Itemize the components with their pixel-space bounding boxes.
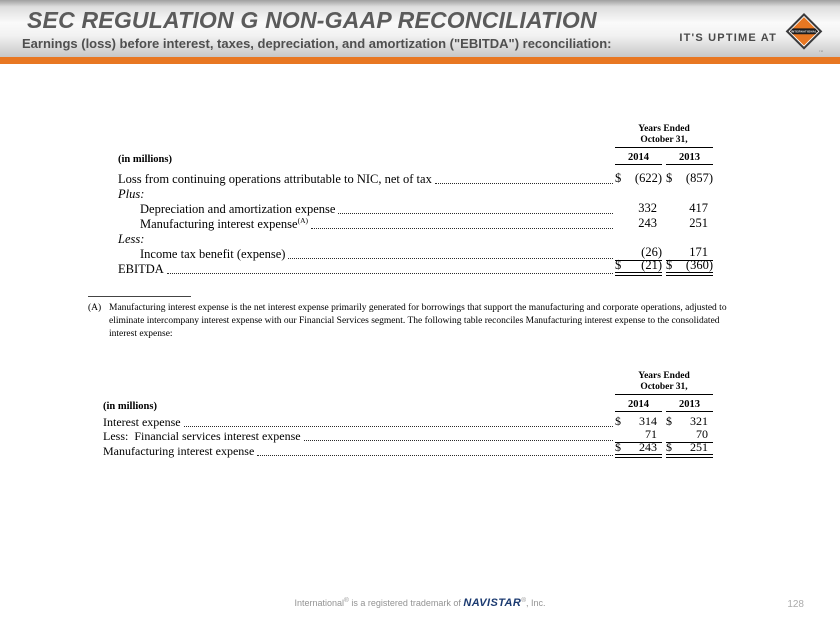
trademark-owner: International (294, 598, 345, 608)
table-row (103, 414, 713, 429)
footnote-marker: (A) (88, 303, 102, 313)
dollar-sign: $ (615, 439, 621, 454)
row-label: Loss from continuing operations attributable to NIC, net of tax (118, 171, 432, 186)
value-cell (615, 172, 662, 186)
value-cell (666, 202, 713, 216)
footnote-text: Manufacturing interest expense is the net interest expense primarily generated for borrowings that support the manufacturing and corporate operations, adjusted to eliminate intercompany interest expense with our Financial Services segment. The following table reconciles Manufacturing interest expense to the consolidated interest expense: (109, 303, 727, 339)
page-subtitle: Earnings (loss) before interest, taxes, depreciation, and amortization ("EBITDA") reconciliation: (22, 36, 612, 51)
year-column-2013: 2013 (666, 399, 713, 412)
value-cell (615, 217, 662, 231)
table-row (118, 231, 713, 246)
dot-leader (288, 258, 613, 259)
value-2014: (622) (634, 170, 662, 185)
logo-trademark-symbol: ™ (819, 48, 824, 54)
dot-leader (257, 455, 613, 456)
value-2014: (26) (641, 244, 662, 259)
table-row-total (118, 257, 713, 276)
trademark-middle: is a registered trademark of (348, 598, 464, 608)
dollar-sign: $ (666, 257, 673, 272)
value-2013: 171 (689, 244, 708, 259)
year-columns-row (103, 395, 713, 412)
value-2014: (21) (641, 257, 662, 272)
table-row (118, 216, 713, 231)
value-cell (666, 259, 713, 276)
row-label: Depreciation and amortization expense (140, 201, 336, 216)
value-2013: (360) (685, 257, 713, 272)
value-2013: 70 (696, 427, 708, 442)
row-label: Manufacturing interest expense$^{(A)}$ (140, 215, 309, 231)
dot-leader (435, 183, 613, 184)
period-header-row (103, 371, 713, 395)
value-cell (666, 172, 713, 186)
footnote-a (88, 302, 743, 341)
value-2013: 417 (689, 200, 708, 215)
dot-leader (184, 426, 613, 427)
value-2013: 251 (689, 215, 708, 230)
logo-wordmark: INTERNATIONAL (790, 29, 818, 34)
page-number: 128 (787, 599, 804, 610)
trademark-line (0, 597, 840, 609)
table-row (118, 171, 713, 186)
table-row (118, 201, 713, 216)
table-row (118, 186, 713, 201)
uptime-tagline: IT'S UPTIME AT (679, 31, 777, 44)
period-header: Years Ended October 31, (615, 371, 713, 395)
table-row-total (103, 439, 713, 458)
registered-mark: ® (344, 597, 349, 604)
dot-leader (167, 273, 613, 274)
dot-leader (311, 228, 613, 229)
year-columns-row (118, 148, 713, 165)
year-column-2014: 2014 (615, 152, 662, 165)
value-2013: 321 (690, 413, 708, 428)
value-2014: 314 (639, 413, 657, 428)
period-header-row (118, 124, 713, 148)
row-label: Manufacturing interest expense (103, 443, 255, 458)
value-cell (666, 217, 713, 231)
value-2013: 251 (690, 439, 708, 454)
row-label: EBITDA (118, 261, 164, 276)
international-diamond-logo-icon (784, 11, 824, 55)
value-cell (615, 202, 662, 216)
dollar-sign: $ (615, 170, 622, 185)
dollar-sign: $ (666, 170, 673, 185)
value-cell (615, 259, 662, 276)
row-label: Interest expense (103, 414, 181, 429)
dollar-sign: $ (666, 413, 672, 428)
unit-label: (in millions) (118, 153, 172, 165)
value-2014: 332 (638, 200, 657, 215)
table-body (118, 171, 713, 276)
value-cell (615, 441, 662, 458)
year-column-2013: 2013 (666, 152, 713, 165)
period-header: Years Ended October 31, (615, 124, 713, 148)
year-column-2014: 2014 (615, 399, 662, 412)
row-label: Less: Financial services interest expense (103, 429, 301, 444)
footnote-reference: (A) (297, 215, 309, 225)
value-cell (666, 441, 713, 458)
row-label: Income tax benefit (expense) (140, 246, 286, 261)
accent-bar (0, 57, 840, 64)
dollar-sign: $ (615, 257, 622, 272)
interest-expense-table (103, 371, 713, 458)
row-label: Plus: (118, 186, 145, 201)
registered-mark: ® (521, 597, 526, 604)
ebitda-reconciliation-table (118, 124, 713, 276)
dot-leader (338, 213, 613, 214)
navistar-wordmark: NAVISTAR (463, 597, 522, 609)
value-2014: 71 (645, 427, 657, 442)
page-title: SEC REGULATION G NON-GAAP RECONCILIATION (27, 7, 597, 33)
trademark-suffix: , Inc. (525, 598, 546, 608)
dot-leader (304, 440, 613, 441)
unit-label: (in millions) (103, 400, 157, 412)
dollar-sign: $ (666, 439, 672, 454)
table-body (103, 414, 713, 458)
footnote-divider (88, 296, 191, 297)
dollar-sign: $ (615, 413, 621, 428)
row-label: Less: (118, 231, 145, 246)
value-2014: 243 (638, 215, 657, 230)
uptime-brand-block (679, 11, 824, 55)
value-2013: (857) (685, 170, 713, 185)
value-2014: 243 (639, 439, 657, 454)
slide-header (0, 0, 840, 64)
